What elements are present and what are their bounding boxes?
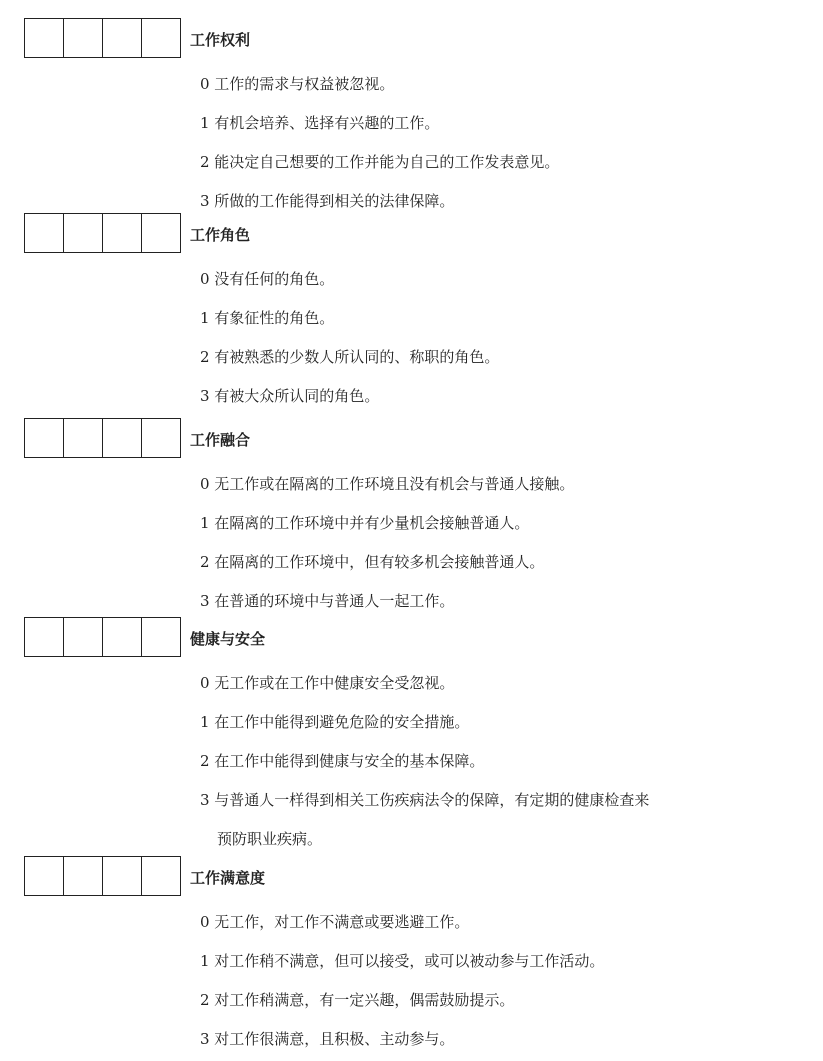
option-2: 2 在隔离的工作环境中，但有较多机会接触普通人。 [200, 553, 545, 571]
option-list [200, 74, 559, 211]
score-box[interactable] [63, 18, 102, 58]
option-0: 0 没有任何的角色。 [200, 270, 335, 288]
option-list [200, 269, 499, 406]
score-box[interactable] [24, 856, 63, 896]
score-box[interactable] [102, 418, 141, 458]
score-box[interactable] [102, 617, 141, 657]
option-3-continuation: 预防职业疾病。 [217, 830, 323, 848]
score-box[interactable] [24, 213, 63, 253]
option-2: 2 能决定自己想要的工作并能为自己的工作发表意见。 [200, 153, 560, 171]
section-title: 健康与安全 [190, 630, 266, 648]
option-1: 1 在隔离的工作环境中并有少量机会接触普通人。 [200, 514, 530, 532]
option-list [200, 673, 649, 849]
option-list [200, 474, 574, 611]
option-2: 2 在工作中能得到健康与安全的基本保障。 [200, 752, 485, 770]
score-box[interactable] [141, 213, 181, 253]
score-box[interactable] [63, 213, 102, 253]
score-boxes[interactable] [24, 856, 181, 896]
score-box[interactable] [102, 18, 141, 58]
score-boxes[interactable] [24, 617, 181, 657]
option-2: 2 有被熟悉的少数人所认同的、称职的角色。 [200, 348, 500, 366]
section-title: 工作权利 [190, 31, 251, 49]
option-0: 0 无工作或在隔离的工作环境且没有机会与普通人接触。 [200, 475, 575, 493]
option-1: 1 有象征性的角色。 [200, 309, 335, 327]
score-box[interactable] [24, 617, 63, 657]
score-box[interactable] [102, 213, 141, 253]
option-2: 2 对工作稍满意，有一定兴趣，偶需鼓励提示。 [200, 991, 515, 1009]
option-3: 3 所做的工作能得到相关的法律保障。 [200, 192, 455, 210]
option-0: 0 无工作或在工作中健康安全受忽视。 [200, 674, 455, 692]
score-box[interactable] [102, 856, 141, 896]
section-title: 工作角色 [190, 226, 251, 244]
option-0: 0 无工作，对工作不满意或要逃避工作。 [200, 913, 470, 931]
option-3: 3 对工作很满意，且积极、主动参与。 [200, 1030, 455, 1048]
option-3: 3 在普通的环境中与普通人一起工作。 [200, 592, 455, 610]
option-1: 1 有机会培养、选择有兴趣的工作。 [200, 114, 440, 132]
score-box[interactable] [63, 617, 102, 657]
score-box[interactable] [63, 418, 102, 458]
option-3: 3 有被大众所认同的角色。 [200, 387, 380, 405]
score-box[interactable] [141, 418, 181, 458]
option-0: 0 工作的需求与权益被忽视。 [200, 75, 395, 93]
section-title: 工作融合 [190, 431, 251, 449]
option-3: 3 与普通人一样得到相关工伤疾病法令的保障，有定期的健康检查来 [200, 791, 650, 809]
option-1: 1 对工作稍不满意，但可以接受，或可以被动参与工作活动。 [200, 952, 605, 970]
option-1: 1 在工作中能得到避免危险的安全措施。 [200, 713, 470, 731]
score-boxes[interactable] [24, 418, 181, 458]
score-box[interactable] [141, 617, 181, 657]
score-box[interactable] [24, 18, 63, 58]
score-box[interactable] [141, 18, 181, 58]
score-box[interactable] [24, 418, 63, 458]
section-title: 工作满意度 [190, 869, 266, 887]
score-boxes[interactable] [24, 213, 181, 253]
score-box[interactable] [63, 856, 102, 896]
score-box[interactable] [141, 856, 181, 896]
option-list [200, 912, 604, 1049]
score-boxes[interactable] [24, 18, 181, 58]
